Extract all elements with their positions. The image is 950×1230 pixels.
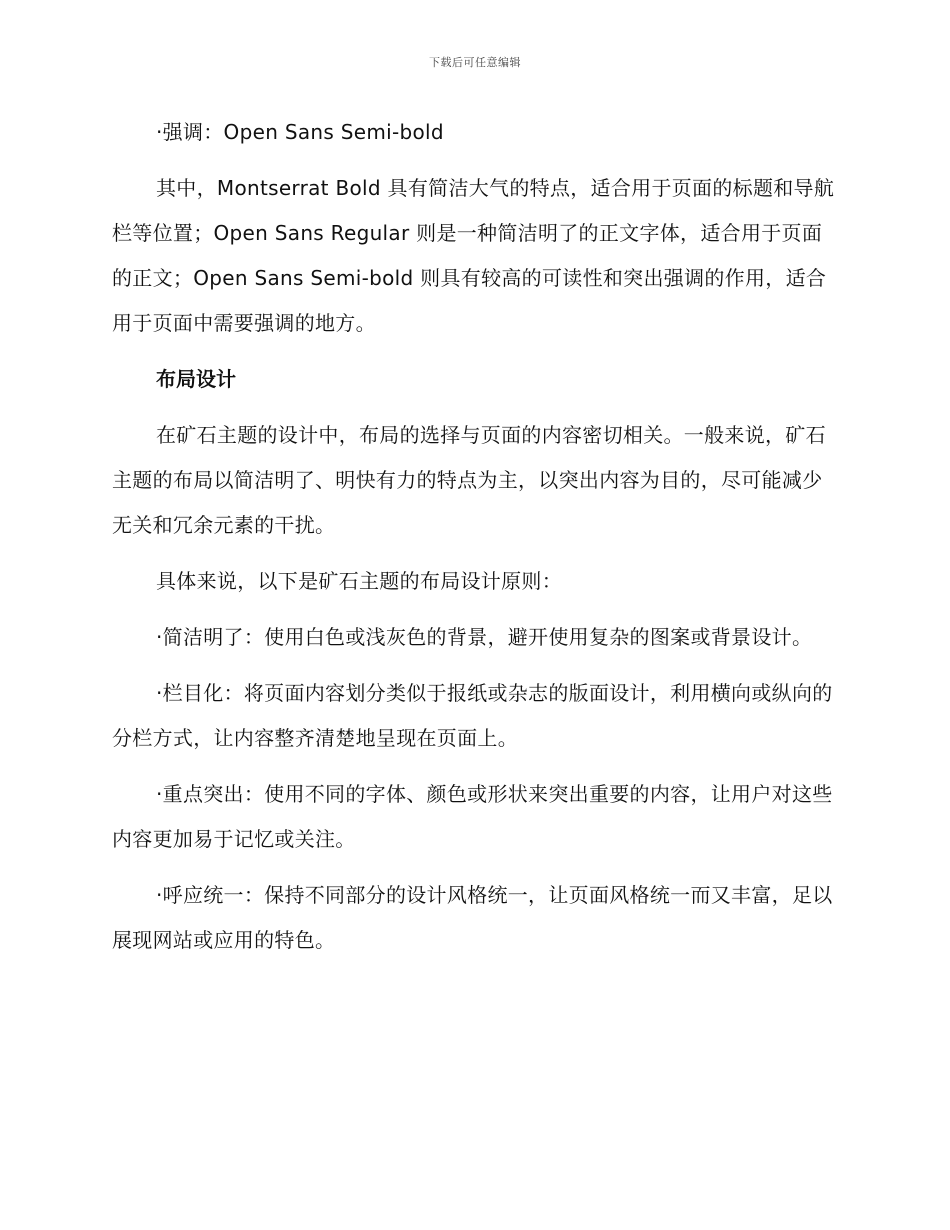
layout-intro-paragraph: 在矿石主题的设计中，布局的选择与页面的内容密切相关。一般来说，矿石主题的布局以简洁明了、明快有力的特点为主，以突出内容为目的，尽可能减少无关和冗余元素的干扰。 — [112, 423, 826, 537]
principle-item-emphasis: ·重点突出：使用不同的字体、颜色或形状来突出重要的内容，让用户对这些内容更加易于记忆或关注。 — [112, 782, 833, 851]
fonts-description-paragraph: 其中，Montserrat Bold 具有简洁大气的特点，适合用于页面的标题和导航栏等位置；Open Sans Regular 则是一种简洁明了的正文字体，适合用于页面的正文；Open Sans Semi-bold 则具有较高的可读性和突出强调的作用，适合用于页面中需要强调的地方。 — [112, 176, 835, 335]
principles-intro-paragraph: 具体来说，以下是矿石主题的布局设计原则： — [156, 569, 562, 593]
principle-item-unity: ·呼应统一：保持不同部分的设计风格统一，让页面风格统一而又丰富，足以展现网站或应用的特色。 — [112, 883, 833, 952]
principle-item-simple: ·简洁明了：使用白色或浅灰色的背景，避开使用复杂的图案或背景设计。 — [156, 625, 813, 649]
document-body — [112, 110, 842, 963]
principle-item-columns: ·栏目化：将页面内容划分类似于报纸或杂志的版面设计，利用横向或纵向的分栏方式，让内容整齐清楚地呈现在页面上。 — [112, 681, 833, 750]
page-header-note: 下载后可任意编辑 — [429, 56, 521, 69]
emphasis-font-item: ·强调：Open Sans Semi-bold — [156, 120, 444, 144]
layout-design-heading: 布局设计 — [156, 367, 236, 391]
